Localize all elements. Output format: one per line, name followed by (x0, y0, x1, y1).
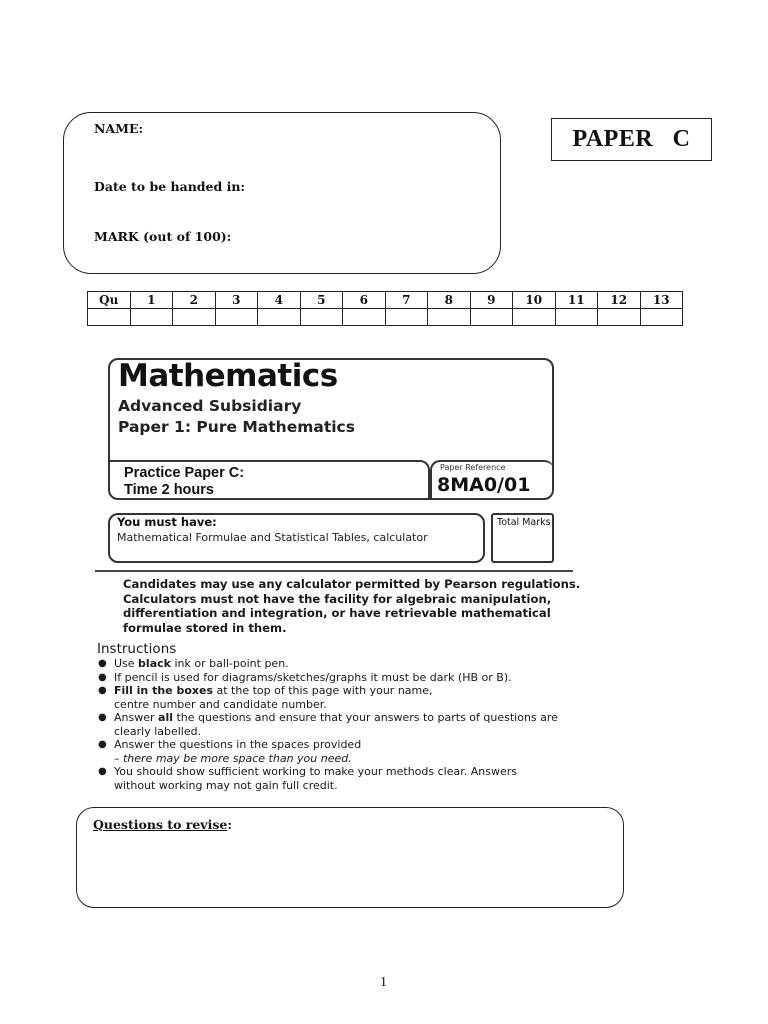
question-number-cell: 8 (428, 292, 471, 309)
calculator-notice-line: formulae stored in them. (123, 620, 287, 635)
question-number-cell: 3 (215, 292, 258, 309)
instruction-item: ● Fill in the boxes at the top of this page with your name, (98, 684, 433, 697)
mark-cell[interactable] (555, 309, 598, 326)
questions-to-revise-label: Questions to revise: (93, 817, 232, 832)
instruction-item: ● Answer all the questions and ensure that your answers to parts of questions are (98, 711, 558, 724)
mark-cell[interactable] (215, 309, 258, 326)
mark-cell[interactable] (598, 309, 641, 326)
question-number-cell: 7 (385, 292, 428, 309)
name-label: NAME: (94, 121, 144, 136)
bullet-icon: ● (98, 685, 107, 696)
mark-cell[interactable] (258, 309, 301, 326)
question-number-cell: 13 (640, 292, 683, 309)
mark-cell[interactable] (470, 309, 513, 326)
instruction-item: ● If pencil is used for diagrams/sketches/graphs it must be dark (HB or B). (98, 670, 512, 684)
mark-cell[interactable] (88, 309, 131, 326)
calculator-notice (123, 577, 580, 635)
time-allowed-label: Time 2 hours (124, 482, 214, 498)
bullet-icon: ● (98, 712, 107, 723)
qu-header-cell: Qu (88, 292, 131, 309)
question-number-cell: 2 (173, 292, 216, 309)
mark-cell[interactable] (428, 309, 471, 326)
mark-cell[interactable] (343, 309, 386, 326)
date-label: Date to be handed in: (94, 179, 246, 194)
mark-cell[interactable] (513, 309, 556, 326)
paper-reference-label: Paper Reference (440, 463, 506, 472)
question-table-header-row (88, 292, 683, 309)
question-number-cell: 10 (513, 292, 556, 309)
paper-label: PAPER C (551, 118, 712, 161)
mark-cell[interactable] (130, 309, 173, 326)
mark-cell[interactable] (640, 309, 683, 326)
question-number-cell: 6 (343, 292, 386, 309)
instruction-item-continued: without working may not gain full credit. (114, 778, 338, 792)
divider (95, 570, 573, 572)
mark-cell[interactable] (385, 309, 428, 326)
instruction-item: ● Use black ink or ball-point pen. (98, 657, 289, 670)
instructions-heading: Instructions (97, 641, 177, 657)
question-number-cell: 12 (598, 292, 641, 309)
bullet-icon: ● (98, 658, 107, 669)
bullet-icon: ● (98, 739, 107, 750)
bullet-icon: ● (98, 671, 107, 683)
calculator-notice-line: Calculators must not have the facility for algebraic manipulation, (123, 591, 552, 606)
question-number-cell: 1 (130, 292, 173, 309)
calculator-notice-line: Candidates may use any calculator permitted by Pearson regulations. (123, 577, 581, 591)
question-table-mark-row (88, 309, 683, 326)
question-table (87, 291, 683, 326)
page-number: 1 (380, 975, 387, 990)
instruction-item: ● Answer the questions in the spaces provided (98, 738, 362, 751)
paper-subtitle: Paper 1: Pure Mathematics (118, 418, 355, 436)
must-have-title: You must have: (117, 515, 217, 529)
subject-title: Mathematics (118, 358, 338, 394)
paper-reference-code: 8MA0/01 (437, 474, 531, 496)
question-number-cell: 5 (300, 292, 343, 309)
mark-cell[interactable] (173, 309, 216, 326)
total-marks-label: Total Marks (497, 517, 551, 528)
bullet-icon: ● (98, 766, 107, 777)
mark-label: MARK (out of 100): (94, 229, 232, 244)
question-number-cell: 9 (470, 292, 513, 309)
practice-paper-label: Practice Paper C: (124, 465, 245, 481)
question-number-cell: 4 (258, 292, 301, 309)
instruction-item-continued: centre number and candidate number. (114, 697, 327, 711)
mark-cell[interactable] (300, 309, 343, 326)
subject-subtitle: Advanced Subsidiary (118, 397, 302, 415)
instruction-item-continued: clearly labelled. (114, 724, 202, 738)
instructions-list (97, 657, 557, 792)
instruction-item-continued: – there may be more space than you need. (114, 751, 352, 765)
instruction-item: ● You should show sufficient working to make your methods clear. Answers (98, 765, 517, 778)
calculator-notice-line: differentiation and integration, or have retrievable mathematical (123, 606, 551, 620)
must-have-text: Mathematical Formulae and Statistical Tables, calculator (117, 531, 428, 544)
question-number-cell: 11 (555, 292, 598, 309)
